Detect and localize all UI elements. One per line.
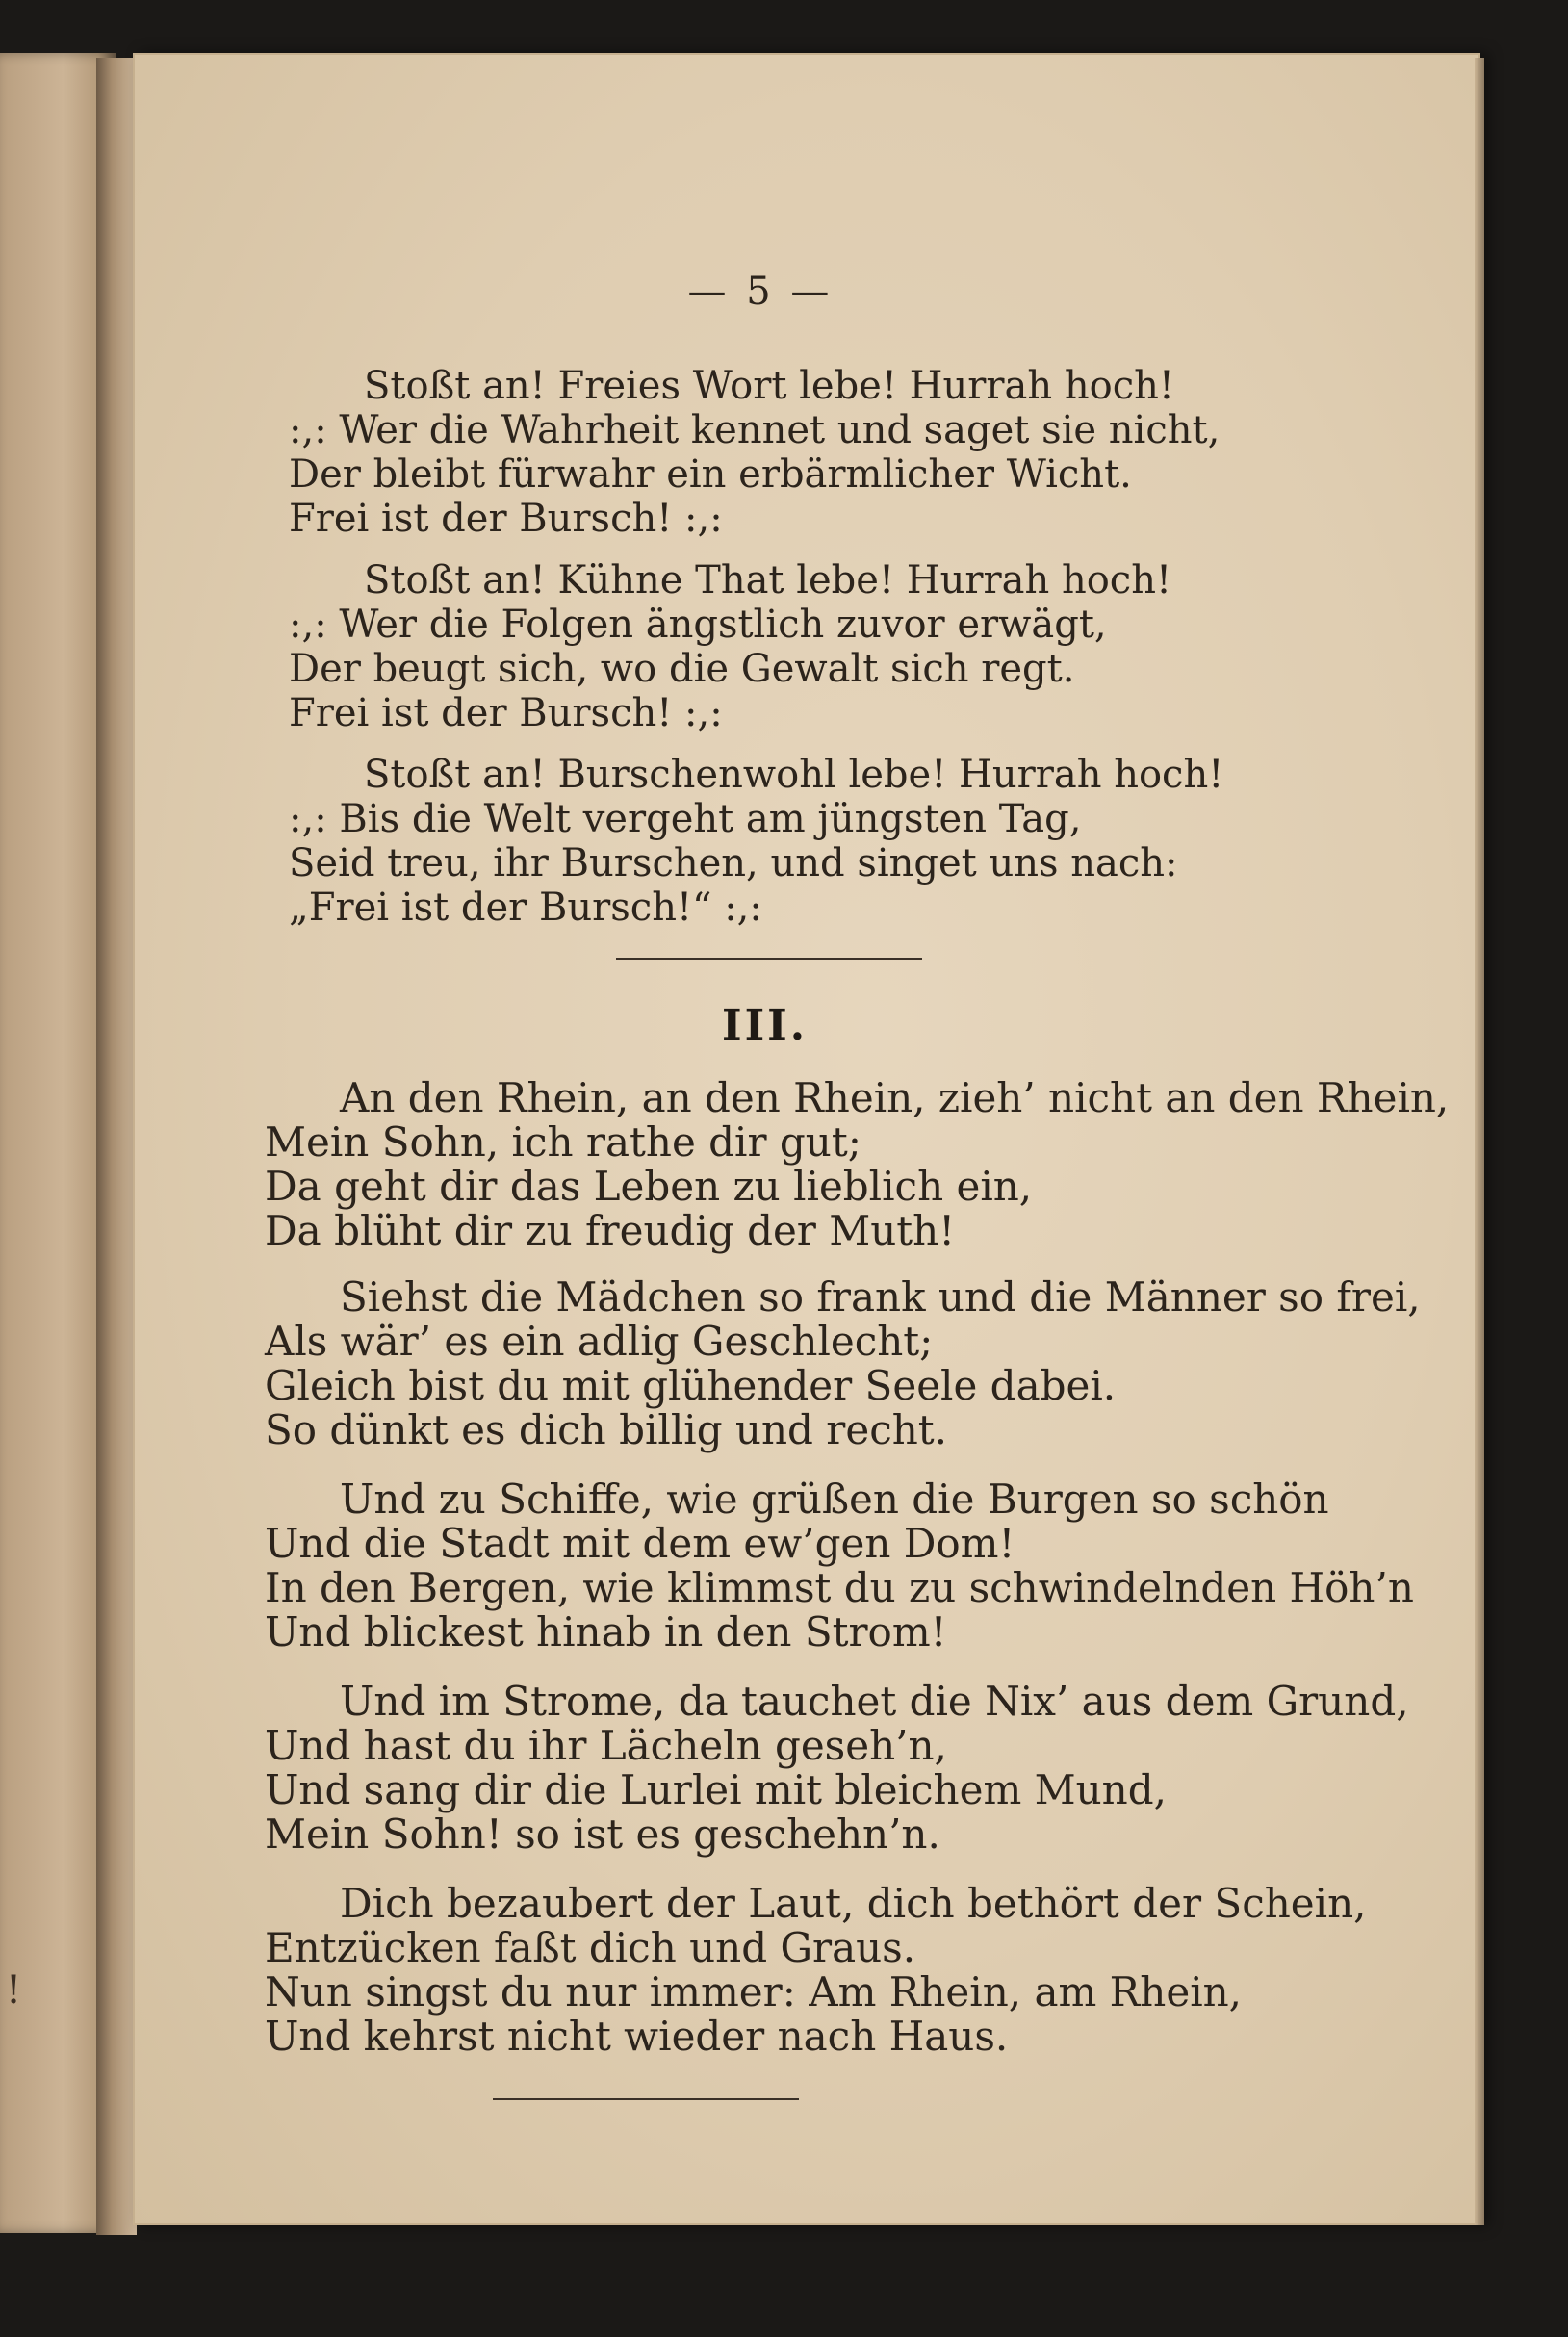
verse-line: Frei ist der Bursch! :,: — [289, 497, 723, 541]
verse-line: Seid treu, ihr Burschen, und singet uns nach: — [289, 841, 1178, 886]
divider-rule — [616, 958, 922, 960]
verse-line: Und zu Schiffe, wie grüßen die Burgen so schön — [340, 1476, 1329, 1523]
verse-line: Mein Sohn! so ist es geschehn’n. — [265, 1811, 940, 1858]
end-rule — [493, 2098, 799, 2100]
verse-line: Gleich bist du mit glühender Seele dabei. — [265, 1362, 1117, 1409]
verse-line: Frei ist der Bursch! :,: — [289, 691, 723, 735]
verse-line: Stoßt an! Freies Wort lebe! Hurrah hoch! — [364, 364, 1174, 408]
verse-line: :,: Bis die Welt vergeht am jüngsten Tag, — [289, 797, 1082, 841]
book-spine — [96, 58, 137, 2235]
stanza-bottom-2 — [265, 1275, 1421, 1452]
stanza-top-2 — [289, 558, 1171, 735]
stanza-bottom-1 — [265, 1076, 1449, 1253]
stanza-top-1 — [289, 364, 1220, 541]
verse-line: Und die Stadt mit dem ew’gen Dom! — [265, 1520, 1015, 1567]
verse-line: Als wär’ es ein adlig Geschlecht; — [265, 1318, 934, 1365]
verse-line: So dünkt es dich billig und recht. — [265, 1406, 947, 1453]
verse-line: Der beugt sich, wo die Gewalt sich regt. — [289, 647, 1075, 691]
page-edge — [1475, 58, 1484, 2225]
verse-line: An den Rhein, an den Rhein, zieh’ nicht an den Rhein, — [340, 1074, 1450, 1121]
verse-line: Siehst die Mädchen so frank und die Männer so frei, — [340, 1273, 1421, 1321]
verse-line: Dich bezaubert der Laut, dich bethört der Schein, — [340, 1880, 1367, 1927]
page-number: — 5 — — [687, 270, 834, 314]
left-page-mark: ! — [6, 1968, 22, 2013]
verse-line: Nun singst du nur immer: Am Rhein, am Rhein, — [265, 1968, 1243, 2016]
verse-line: :,: Wer die Wahrheit kennet und saget sie nicht, — [289, 408, 1221, 452]
verse-line: In den Bergen, wie klimmst du zu schwindelnden Höh’n — [265, 1564, 1414, 1611]
verse-line: Da geht dir das Leben zu lieblich ein, — [265, 1163, 1033, 1210]
verse-line: Mein Sohn, ich rathe dir gut; — [265, 1118, 861, 1166]
verse-line: Und im Strome, da tauchet die Nix’ aus dem Grund, — [340, 1678, 1409, 1725]
verse-line: Und hast du ihr Lächeln geseh’n, — [265, 1722, 947, 1769]
stanza-bottom-4 — [265, 1680, 1409, 1857]
verse-line: Der bleibt fürwahr ein erbärmlicher Wicht. — [289, 452, 1132, 497]
verse-line: „Frei ist der Bursch!“ :,: — [289, 886, 762, 930]
stanza-bottom-5 — [265, 1882, 1366, 2059]
verse-line: Entzücken faßt dich und Graus. — [265, 1924, 916, 1971]
verse-line: Da blüht dir zu freudig der Muth! — [265, 1207, 956, 1254]
stanza-top-3 — [289, 753, 1223, 930]
verse-line: Und kehrst nicht wieder nach Haus. — [265, 2013, 1009, 2060]
verse-line: :,: Wer die Folgen ängstlich zuvor erwägt, — [289, 603, 1107, 647]
section-heading: III. — [722, 1001, 809, 1050]
verse-line: Stoßt an! Burschenwohl lebe! Hurrah hoch! — [364, 753, 1224, 797]
verse-line: Stoßt an! Kühne That lebe! Hurrah hoch! — [364, 558, 1172, 603]
verse-line: Und sang dir die Lurlei mit bleichem Mund, — [265, 1766, 1167, 1813]
stanza-bottom-3 — [265, 1477, 1414, 1655]
verse-line: Und blickest hinab in den Strom! — [265, 1608, 947, 1656]
